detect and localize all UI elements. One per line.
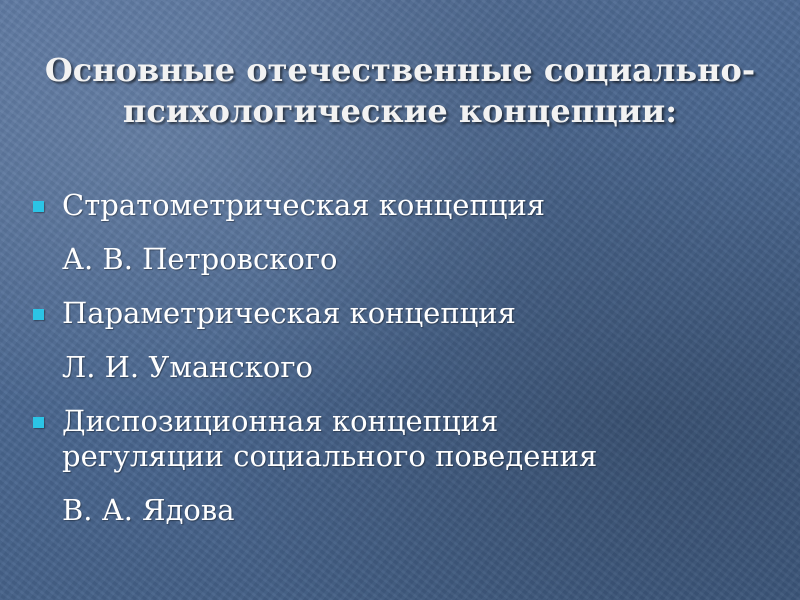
slide-title-line-1: Основные отечественные социально-	[44, 51, 756, 89]
bullet-list	[30, 188, 770, 528]
list-item-stratometric	[30, 188, 770, 223]
list-item-text-line-1: Диспозиционная концепция	[62, 404, 499, 438]
list-item-text: Стратометрическая концепция	[62, 188, 546, 222]
list-item-text: Параметрическая концепция	[62, 296, 516, 330]
list-item-author: А. В. Петровского	[62, 242, 338, 276]
slide-title-line-2: психологические концепции:	[122, 92, 678, 130]
list-item-text-line-2: регуляции социального поведения	[62, 439, 598, 473]
list-item-dispositional	[30, 404, 770, 474]
list-item-author: Л. И. Уманского	[62, 350, 313, 384]
square-bullet-icon	[33, 201, 44, 212]
slide-title	[0, 50, 800, 132]
square-bullet-icon	[33, 309, 44, 320]
square-bullet-icon	[33, 417, 44, 428]
list-item-parametric	[30, 296, 770, 331]
list-item-author: В. А. Ядова	[62, 493, 235, 527]
